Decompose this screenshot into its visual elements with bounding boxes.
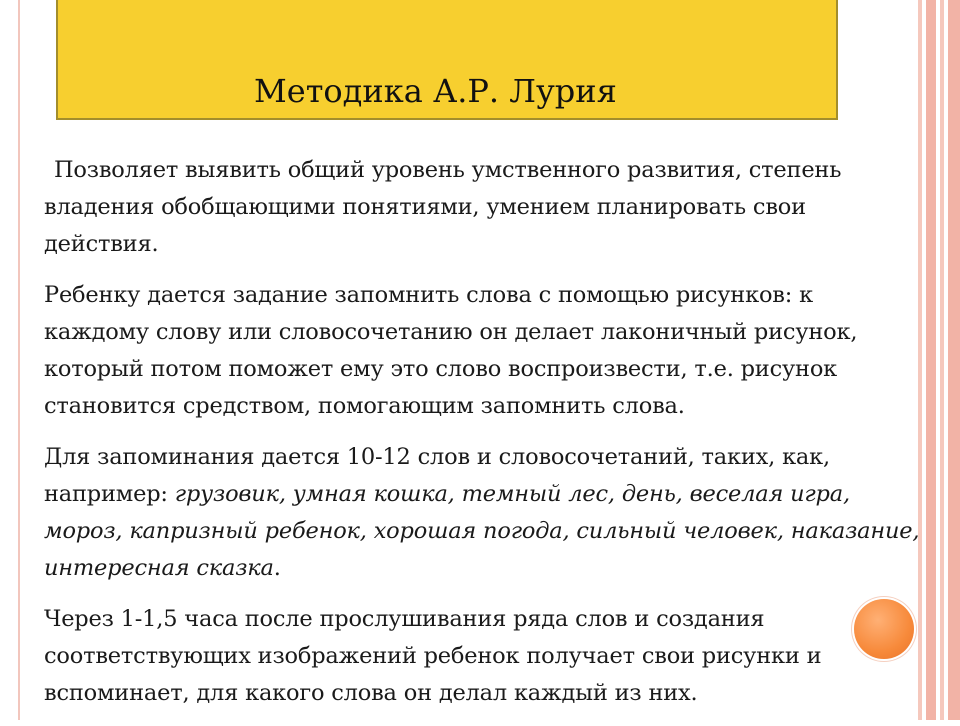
slide-title: Методика А.Р. Лурия: [254, 72, 617, 110]
left-decor-line: [18, 0, 20, 720]
paragraph-words-lead: Для запоминания дается 10-12 слов и словосочетаний, таких, как, например:: [44, 444, 830, 507]
title-banner: [56, 0, 838, 120]
right-decor-stripes: [918, 0, 960, 720]
paragraph-words: [44, 439, 920, 587]
slide-body: [44, 152, 920, 726]
paragraph-words-end: .: [273, 555, 281, 581]
paragraph-recall: Через 1-1,5 часа после прослушивания ряда слов и создания соответствующих изображений ребенок получает свои рисунки и вспоминает, для какого слова он делал каждый из них.: [44, 606, 822, 706]
example-words: грузовик, умная кошка, темный лес, день, веселая игра, мороз, капризный ребенок, хорошая погода, сильный человек, наказание, интересная сказка: [44, 481, 920, 581]
paragraph-task: Ребенку дается задание запомнить слова с помощью рисунков: к каждому слову или словосочетанию он делает лаконичный рисунок, который потом поможет ему это слово воспроизвести, т.е. рисунок становится средством, помогающим запомнить слова.: [44, 282, 858, 419]
paragraph-purpose: Позволяет выявить общий уровень умственного развития, степень владения обобщающими понятиями, умением планировать свои действия.: [44, 157, 842, 257]
orange-circle-decor: [854, 599, 914, 659]
